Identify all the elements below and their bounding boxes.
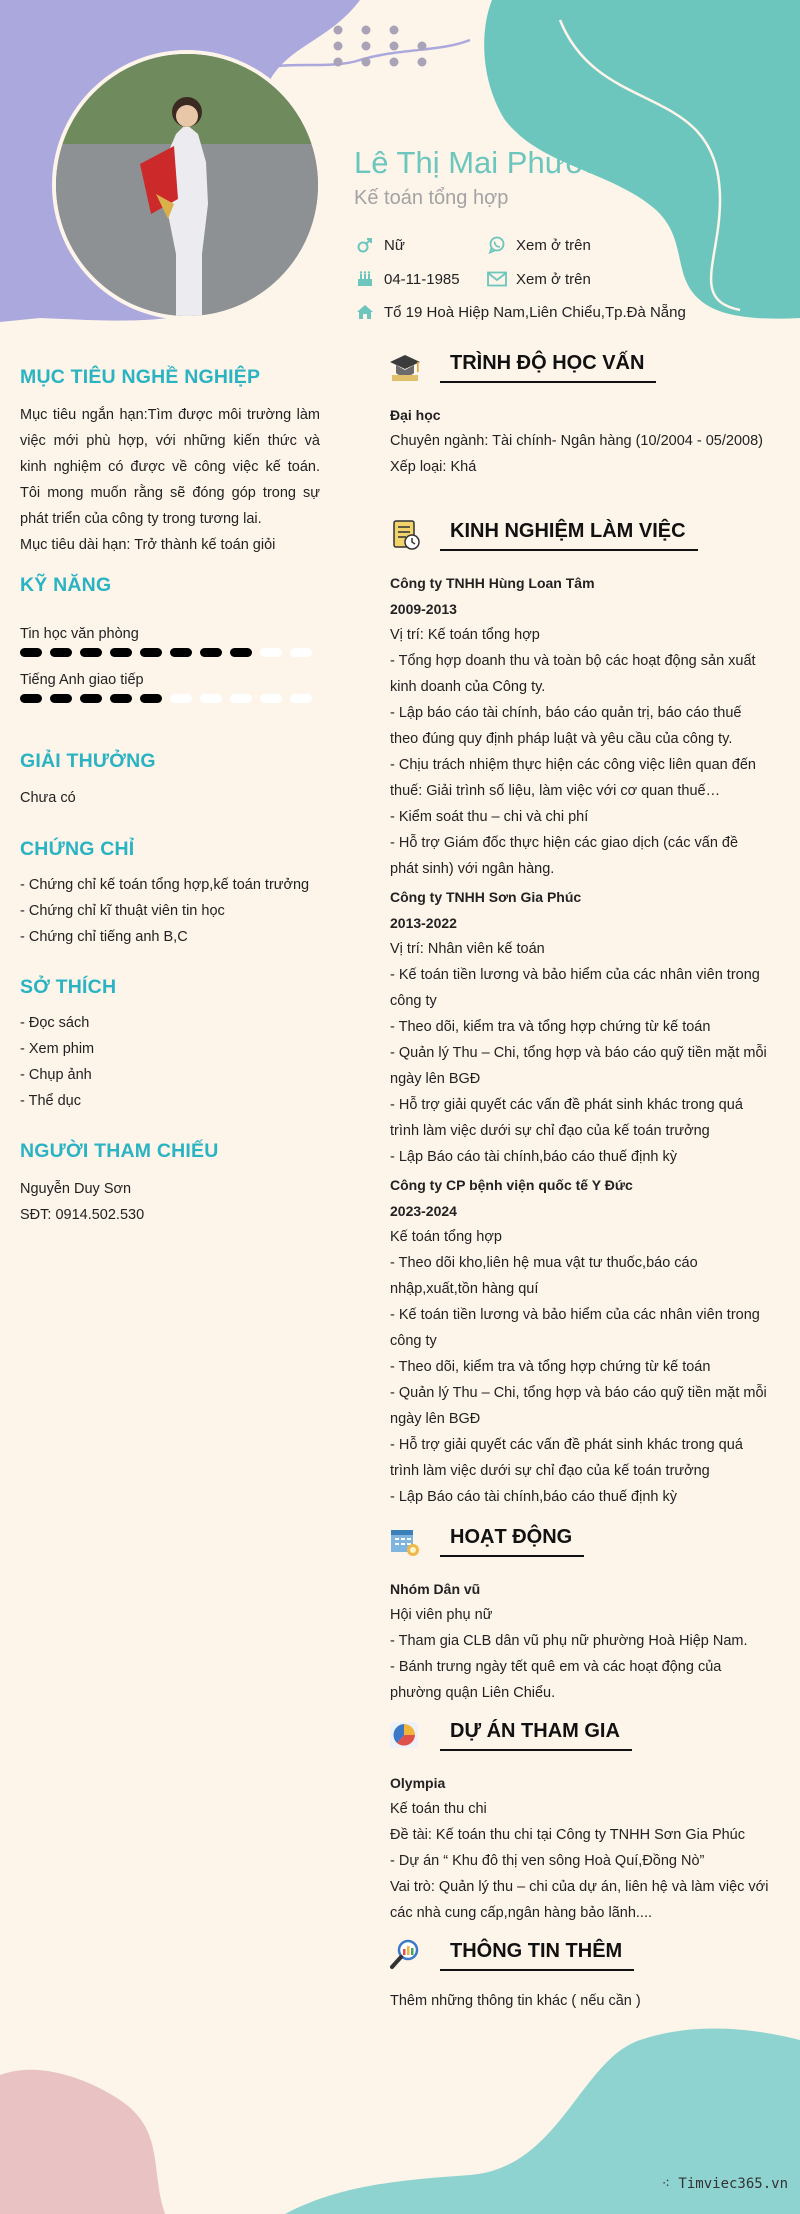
hobbies-heading: SỞ THÍCH bbox=[20, 976, 117, 998]
project-name: Olympia bbox=[390, 1775, 446, 1791]
awards-heading: GIẢI THƯỞNG bbox=[20, 750, 156, 772]
skill-dot bbox=[50, 694, 72, 703]
job-entry bbox=[390, 1172, 770, 1510]
watermark-text: Timviec365.vn bbox=[678, 2176, 788, 2192]
education-grade: Xếp loại: Khá bbox=[390, 459, 477, 475]
job-company: Công ty TNHH Sơn Gia Phúc bbox=[390, 889, 582, 905]
job-duty: - Quản lý Thu – Chi, tổng hợp và báo cáo quỹ tiền mặt mỗi ngày lên BGĐ bbox=[390, 1045, 767, 1087]
job-duty: - Theo dõi, kiểm tra và tổng hợp chứng từ kế toán bbox=[390, 1019, 711, 1035]
projects-body bbox=[390, 1770, 770, 1926]
phone-row bbox=[486, 236, 591, 254]
birthday-cake-icon bbox=[354, 270, 376, 288]
job-duty: - Lập Báo cáo tài chính,báo cáo thuế định kỳ bbox=[390, 1149, 677, 1165]
job-duty: - Chịu trách nhiệm thực hiện các công việc liên quan đến thuế: Giải trình số liệu, làm việc với cơ quan thuế… bbox=[390, 757, 756, 799]
skill-dot bbox=[20, 648, 42, 657]
candidate-name: Lê Thị Mai Phương bbox=[354, 145, 621, 180]
skill-name: Tin học văn phòng bbox=[20, 626, 139, 642]
job-period: 2013-2022 bbox=[390, 915, 457, 931]
phone-icon bbox=[486, 236, 508, 254]
list-item: - Chụp ảnh bbox=[20, 1067, 92, 1083]
extra-text: Thêm những thông tin khác ( nếu cần ) bbox=[390, 1993, 641, 2009]
activity-calendar-icon bbox=[388, 1524, 422, 1558]
activity-role: Hội viên phụ nữ bbox=[390, 1607, 493, 1623]
gender-icon bbox=[354, 236, 376, 254]
reference-info bbox=[20, 1176, 320, 1228]
activities-section-header bbox=[388, 1524, 584, 1558]
job-position: Kế toán tổng hợp bbox=[390, 1229, 502, 1245]
skill-dot bbox=[110, 694, 132, 703]
skill-dot bbox=[80, 648, 102, 657]
skill-dot bbox=[140, 648, 162, 657]
list-item: - Đọc sách bbox=[20, 1015, 90, 1031]
activity-item: - Tham gia CLB dân vũ phụ nữ phường Hoà Hiệp Nam. bbox=[390, 1633, 748, 1649]
education-level: Đại học bbox=[390, 407, 441, 423]
watermark: ⁖ Timviec365.vn bbox=[661, 2176, 788, 2192]
home-icon bbox=[354, 303, 376, 321]
objective-long-term: Mục tiêu dài hạn: Trở thành kế toán giỏi bbox=[20, 537, 276, 553]
job-duty: - Theo dõi, kiểm tra và tổng hợp chứng từ kế toán bbox=[390, 1359, 711, 1375]
project-line: Vai trò: Quản lý thu – chi của dự án, liên hệ và làm việc với các nhà cung cấp,ngân hàng bảo lãnh.... bbox=[390, 1879, 769, 1921]
job-duty: - Lập Báo cáo tài chính,báo cáo thuế định kỳ bbox=[390, 1489, 677, 1505]
skill-dot bbox=[170, 694, 192, 703]
education-body bbox=[390, 402, 770, 480]
reference-heading: NGƯỜI THAM CHIẾU bbox=[20, 1140, 219, 1162]
education-section-header bbox=[388, 350, 656, 384]
address-text: Tổ 19 Hoà Hiệp Nam,Liên Chiểu,Tp.Đà Nẵng bbox=[384, 303, 686, 321]
activity-org: Nhóm Dân vũ bbox=[390, 1581, 481, 1597]
job-position: Vị trí: Kế toán tổng hợp bbox=[390, 627, 540, 643]
skill-rating bbox=[20, 648, 312, 657]
skill-dot bbox=[170, 648, 192, 657]
activities-heading: HOẠT ĐỘNG bbox=[440, 1526, 584, 1557]
skills-heading: KỸ NĂNG bbox=[20, 574, 112, 596]
project-line: Đề tài: Kế toán thu chi tại Công ty TNHH Sơn Gia Phúc bbox=[390, 1827, 745, 1843]
skill-dot bbox=[230, 694, 252, 703]
skill-dot bbox=[290, 648, 312, 657]
project-role: Kế toán thu chi bbox=[390, 1801, 487, 1817]
projects-section-header bbox=[388, 1718, 632, 1752]
job-entry bbox=[390, 570, 770, 882]
job-company: Công ty TNHH Hùng Loan Tâm bbox=[390, 575, 595, 591]
project-chart-icon bbox=[388, 1718, 422, 1752]
list-item: - Chứng chỉ kĩ thuật viên tin học bbox=[20, 903, 225, 919]
projects-heading: DỰ ÁN THAM GIA bbox=[440, 1720, 632, 1751]
job-duty: - Tổng hợp doanh thu và toàn bộ các hoạt động sản xuất kinh doanh của Công ty. bbox=[390, 653, 756, 695]
dob-text: 04-11-1985 bbox=[384, 270, 460, 288]
project-line: - Dự án “ Khu đô thị ven sông Hoà Quí,Đồng Nò” bbox=[390, 1853, 705, 1869]
reference-phone: SĐT: 0914.502.530 bbox=[20, 1207, 145, 1223]
list-item: - Xem phim bbox=[20, 1041, 95, 1057]
skill-dot bbox=[50, 648, 72, 657]
dob-row bbox=[354, 270, 460, 288]
job-duty: - Hỗ trợ Giám đốc thực hiện các giao dịch (các vấn đề phát sinh) với ngân hàng. bbox=[390, 835, 739, 877]
list-item: - Chứng chỉ tiếng anh B,C bbox=[20, 929, 188, 945]
skill-dot bbox=[230, 648, 252, 657]
skill-dot bbox=[140, 694, 162, 703]
skill-dot bbox=[110, 648, 132, 657]
job-duty: - Lập báo cáo tài chính, báo cáo quản trị, báo cáo thuế theo đúng quy định pháp luật và yêu cầu của công ty. bbox=[390, 705, 742, 747]
skill-dot bbox=[200, 648, 222, 657]
candidate-title: Kế toán tổng hợp bbox=[354, 187, 509, 209]
education-major: Chuyên ngành: Tài chính- Ngân hàng (10/2004 - 05/2008) bbox=[390, 433, 763, 449]
job-duty: - Hỗ trợ giải quyết các vấn đề phát sinh khác trong quá trình làm việc dưới sự chỉ đạo của kế toán trưởng bbox=[390, 1097, 743, 1139]
gender-text: Nữ bbox=[384, 236, 405, 254]
hobbies-list bbox=[20, 1010, 320, 1114]
job-duty: - Theo dõi kho,liên hệ mua vật tư thuốc,báo cáo nhập,xuất,tồn hàng quí bbox=[390, 1255, 698, 1297]
phone-text: Xem ở trên bbox=[516, 236, 591, 254]
extra-section-header bbox=[388, 1938, 634, 1972]
address-row bbox=[354, 303, 686, 321]
gender-row bbox=[354, 236, 405, 254]
certificates-heading: CHỨNG CHỈ bbox=[20, 838, 135, 860]
experience-section-header bbox=[388, 518, 698, 552]
job-duty: - Hỗ trợ giải quyết các vấn đề phát sinh khác trong quá trình làm việc dưới sự chỉ đạo của kế toán trưởng bbox=[390, 1437, 743, 1479]
skill-dot bbox=[290, 694, 312, 703]
skill-dot bbox=[260, 694, 282, 703]
experience-heading: KINH NGHIỆM LÀM VIỆC bbox=[440, 520, 698, 551]
magnifier-chart-icon bbox=[388, 1938, 422, 1972]
activities-body bbox=[390, 1576, 770, 1706]
list-item: - Chứng chỉ kế toán tổng hợp,kế toán trưởng bbox=[20, 877, 310, 893]
email-row bbox=[486, 270, 591, 288]
reference-name: Nguyễn Duy Sơn bbox=[20, 1181, 132, 1197]
avatar bbox=[52, 50, 322, 320]
skill-dot bbox=[260, 648, 282, 657]
objective-heading: MỤC TIÊU NGHỀ NGHIỆP bbox=[20, 366, 261, 388]
awards-text: Chưa có bbox=[20, 790, 76, 806]
skill-name: Tiếng Anh giao tiếp bbox=[20, 672, 144, 688]
job-duty: - Kiểm soát thu – chi và chi phí bbox=[390, 809, 589, 825]
job-duty: - Quản lý Thu – Chi, tổng hợp và báo cáo quỹ tiền mặt mỗi ngày lên BGĐ bbox=[390, 1385, 767, 1427]
certificates-list bbox=[20, 872, 320, 950]
objective-text: Mục tiêu ngắn hạn:Tìm được môi trường làm việc mới phù hợp, với những kiến thức và kinh nghiệm có được về công việc kế toán. Tôi mong muốn rằng sẽ đóng góp trong sự phát triển của công ty trong tương lai. bbox=[20, 407, 320, 527]
list-item: - Thể dục bbox=[20, 1093, 81, 1109]
briefcase-icon bbox=[388, 518, 422, 552]
job-duty: - Kế toán tiền lương và bảo hiểm của các nhân viên trong công ty bbox=[390, 1307, 760, 1349]
job-company: Công ty CP bệnh viện quốc tế Y Đức bbox=[390, 1177, 633, 1193]
skill-rating bbox=[20, 694, 312, 703]
extra-heading: THÔNG TIN THÊM bbox=[440, 1940, 634, 1971]
graduation-cap-icon bbox=[388, 350, 422, 384]
skill-dot bbox=[200, 694, 222, 703]
job-duty: - Kế toán tiền lương và bảo hiểm của các nhân viên trong công ty bbox=[390, 967, 760, 1009]
envelope-icon bbox=[486, 270, 508, 288]
job-position: Vị trí: Nhân viên kế toán bbox=[390, 941, 545, 957]
email-text: Xem ở trên bbox=[516, 270, 591, 288]
education-heading: TRÌNH ĐỘ HỌC VẤN bbox=[440, 352, 656, 383]
job-period: 2023-2024 bbox=[390, 1203, 457, 1219]
skill-dot bbox=[20, 694, 42, 703]
activity-item: - Bánh trưng ngày tết quê em và các hoạt động của phường quận Liên Chiểu. bbox=[390, 1659, 722, 1701]
job-period: 2009-2013 bbox=[390, 601, 457, 617]
job-entry bbox=[390, 884, 770, 1170]
skill-dot bbox=[80, 694, 102, 703]
